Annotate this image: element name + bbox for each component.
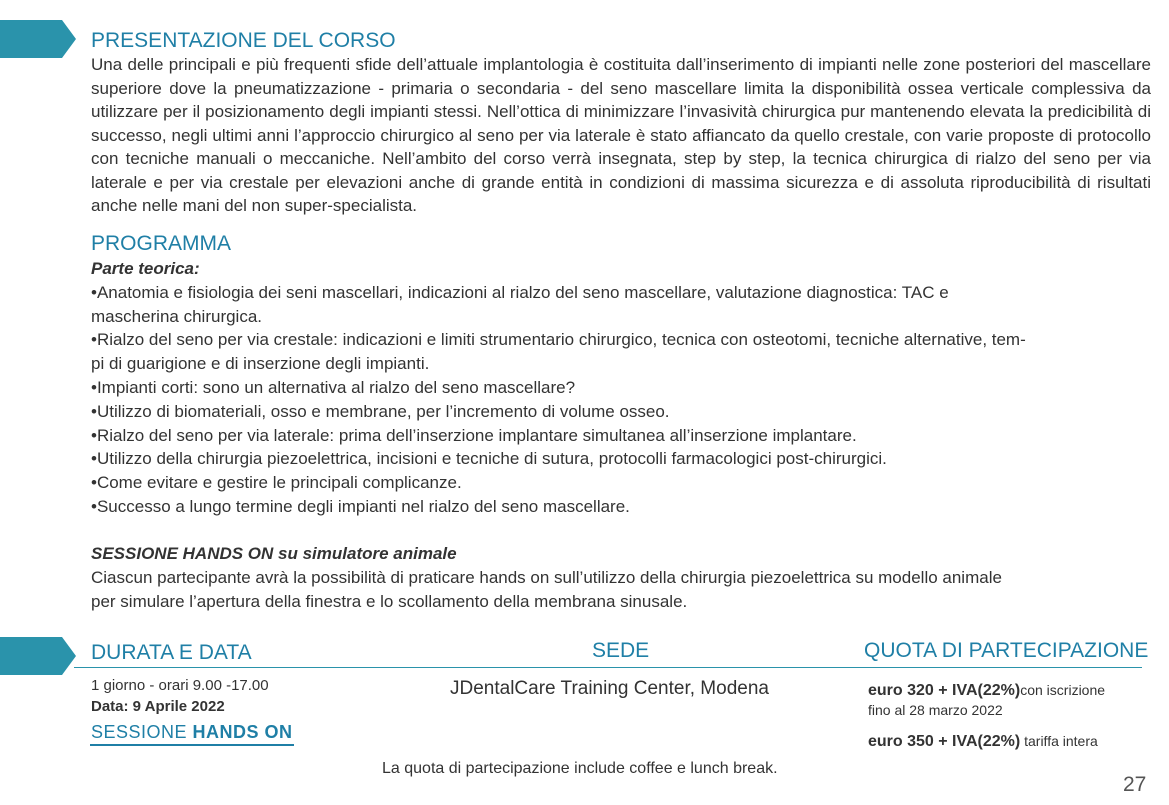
list-item: •Utilizzo di biomateriali, osso e membrane, per l’incremento di volume osseo. [91,401,670,421]
hands-on-section [91,542,1002,613]
date-text: Data: 9 Aprile 2022 [91,698,225,715]
section-marker-tab [0,637,76,675]
page-number: 27 [1123,773,1147,796]
section-marker-tab [0,20,76,58]
badge-prefix: SESSIONE [91,722,193,742]
list-item: •Impianti corti: sono un alternativa al rialzo del seno mascellare? [91,377,576,397]
fee-early-note: con iscrizione [1020,682,1106,698]
fee-full-price: euro 350 + IVA(22%) [868,733,1021,750]
programma-heading: PROGRAMMA [91,232,232,255]
list-item: •Rialzo del seno per via crestale: indicazioni e limiti strumentario chirurgico, tecnica con osteotomi, tecniche alternative, tem- [91,330,1026,350]
hands-on-line: Ciascun partecipante avrà la possibilità di praticare hands on sull’utilizzo della chirurgia piezoelettrica su modello animale [91,567,1002,587]
duration-text: 1 giorno - orari 9.00 -17.00 [91,677,269,694]
venue-heading: SEDE [592,639,650,662]
list-item: pi di guarigione e di inserzione degli impianti. [91,354,430,374]
fee-early-deadline: fino al 28 marzo 2022 [868,702,1003,718]
fee-early [868,680,1105,701]
programma-subheading: Parte teorica: [91,259,200,278]
duration-heading: DURATA E DATA [91,641,252,664]
info-divider [74,667,1142,668]
badge-bold: HANDS ON [192,722,293,742]
fee-full [868,731,1098,752]
programma-list [91,257,1026,519]
presentation-body: Una delle principali e più frequenti sfide dell’attuale implantologia è costituita dall’inserimento di impianti nelle zone posteriori del mascellare superiore dove la pneumatizzazione - primaria o secondaria - del seno mascellare limita la disponibilità ossea verticale complessiva da utilizzare per il posizionamento degli impianti stessi. Nell’ottica di minimizzare l’invasività chirurgica pur mantenendo elevata la predicibilità di successo, negli ultimi anni l’approccio chirurgico al seno per via laterale è stato affiancato da quello crestale, con varie proposte di protocollo con tecniche manuali o meccaniche. Nell’ambito del corso verrà insegnata, step by step, la tecnica chirurgica di rialzo del seno per via laterale e per via crestale per elevazioni anche di grande entità in condizioni di massima sicurezza e di assoluta riproducibilità di risultati anche nelle mani del non super-specialista. [91,55,1151,215]
hands-on-title: SESSIONE HANDS ON su simulatore animale [91,544,457,563]
footnote: La quota di partecipazione include coffee e lunch break. [382,760,778,777]
venue-text: JDentalCare Training Center, Modena [450,678,769,699]
fee-heading: QUOTA DI PARTECIPAZIONE [864,639,1149,662]
hands-on-badge [90,722,294,746]
fee-early-price: euro 320 + IVA(22%) [868,682,1021,699]
list-item: •Come evitare e gestire le principali complicanze. [91,473,462,493]
list-item: mascherina chirurgica. [91,306,263,326]
list-item: •Utilizzo della chirurgia piezoelettrica, incisioni e tecniche di sutura, protocolli farmacologici post-chirurgici. [91,449,887,469]
fee-full-note: tariffa intera [1020,733,1098,749]
hands-on-line: per simulare l’apertura della finestra e lo scollamento della membrana sinusale. [91,591,688,611]
presentation-heading: PRESENTAZIONE DEL CORSO [91,29,396,52]
list-item: •Rialzo del seno per via laterale: prima dell’inserzione implantare simultanea all’inserzione implantare. [91,425,857,445]
list-item: •Anatomia e fisiologia dei seni mascellari, indicazioni al rialzo del seno mascellare, valutazione diagnostica: TAC e [91,282,949,302]
list-item: •Successo a lungo termine degli impianti nel rialzo del seno mascellare. [91,496,630,516]
